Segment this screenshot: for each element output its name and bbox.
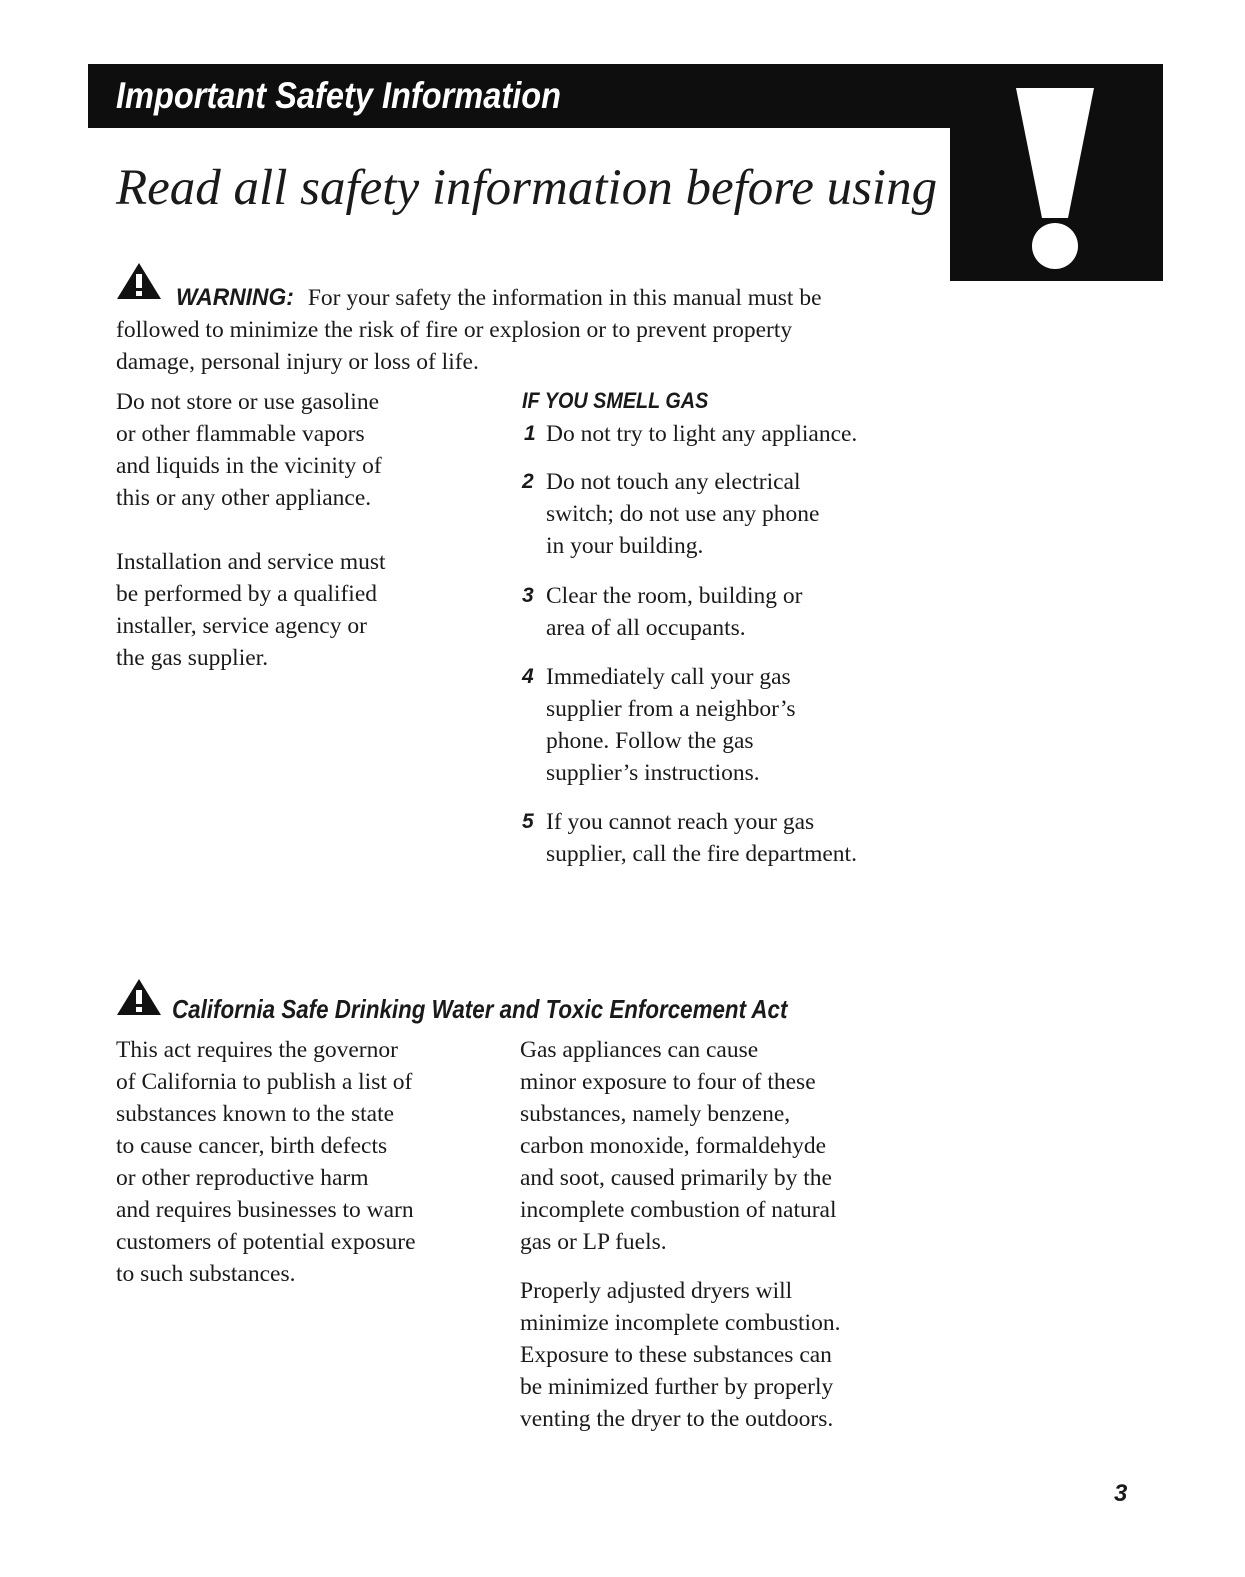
california-left-line: This act requires the governor [116,1037,398,1063]
warning-line-1: WARNING: For your safety the information in this manual must be [176,282,822,314]
step-line: Do not touch any electrical [546,469,801,495]
step-number: 2 [522,470,534,493]
left-para2-line: installer, service agency or [116,613,367,639]
california-right-line: substances, namely benzene, [520,1101,791,1127]
left-para1-line: and liquids in the vicinity of [116,453,382,479]
step-number: 4 [522,665,534,688]
california-left-line: substances known to the state [116,1101,395,1127]
california-right-line: minimize incomplete combustion. [520,1310,841,1336]
california-right-line: and soot, caused primarily by the [520,1165,832,1191]
exclamation-icon [950,64,1163,281]
warning-triangle-icon [116,262,162,300]
california-left-line: to cause cancer, birth defects [116,1133,388,1159]
california-left-line: of California to publish a list of [116,1069,413,1095]
alert-block [950,64,1163,281]
step-line: If you cannot reach your gas [546,809,815,835]
left-para2-line: Installation and service must [116,549,386,575]
left-para1-line: this or any other appliance. [116,485,372,511]
california-right-line: be minimized further by properly [520,1374,834,1400]
page-subtitle: Read all safety information before using [116,160,938,216]
left-para1-line: or other flammable vapors [116,421,365,447]
california-right-line: Gas appliances can cause [520,1037,759,1063]
step-line: area of all occupants. [546,615,746,641]
california-heading: California Safe Drinking Water and Toxic Enforcement Act [172,994,788,1024]
step-line: supplier’s instructions. [546,760,760,786]
step-line: Immediately call your gas [546,664,791,690]
left-para2-line: the gas supplier. [116,645,269,671]
step-line: phone. Follow the gas [546,728,754,754]
california-left-line: or other reproductive harm [116,1165,369,1191]
california-right-line: venting the dryer to the outdoors. [520,1406,834,1432]
warning-triangle-icon [116,978,162,1016]
step-line: supplier from a neighbor’s [546,696,796,722]
step-line: in your building. [546,533,704,559]
california-left-line: customers of potential exposure [116,1229,416,1255]
step-line: Clear the room, building or [546,583,803,609]
step-number: 1 [524,422,536,445]
california-left-line: and requires businesses to warn [116,1197,414,1223]
california-right-line: gas or LP fuels. [520,1229,667,1255]
step-line: supplier, call the fire department. [546,841,857,867]
california-right-line: Exposure to these substances can [520,1342,832,1368]
warning-line-2: followed to minimize the risk of fire or explosion or to prevent property [116,317,793,343]
warning-line-3: damage, personal injury or loss of life. [116,349,479,375]
step-number: 3 [522,584,534,607]
step-number: 5 [522,810,534,833]
california-left-line: to such substances. [116,1261,296,1287]
page-number: 3 [1114,1480,1128,1507]
page-title: Important Safety Information [116,75,562,116]
step-line: Do not try to light any appliance. [546,421,858,447]
california-right-line: incomplete combustion of natural [520,1197,837,1223]
left-para1-line: Do not store or use gasoline [116,389,380,415]
california-right-line: minor exposure to four of these [520,1069,816,1095]
smell-gas-heading: IF YOU SMELL GAS [522,388,709,413]
warning-label: WARNING: [176,284,294,311]
california-right-line: carbon monoxide, formaldehyde [520,1133,827,1159]
left-para2-line: be performed by a qualified [116,581,378,607]
california-right-line: Properly adjusted dryers will [520,1278,793,1304]
step-line: switch; do not use any phone [546,501,820,527]
